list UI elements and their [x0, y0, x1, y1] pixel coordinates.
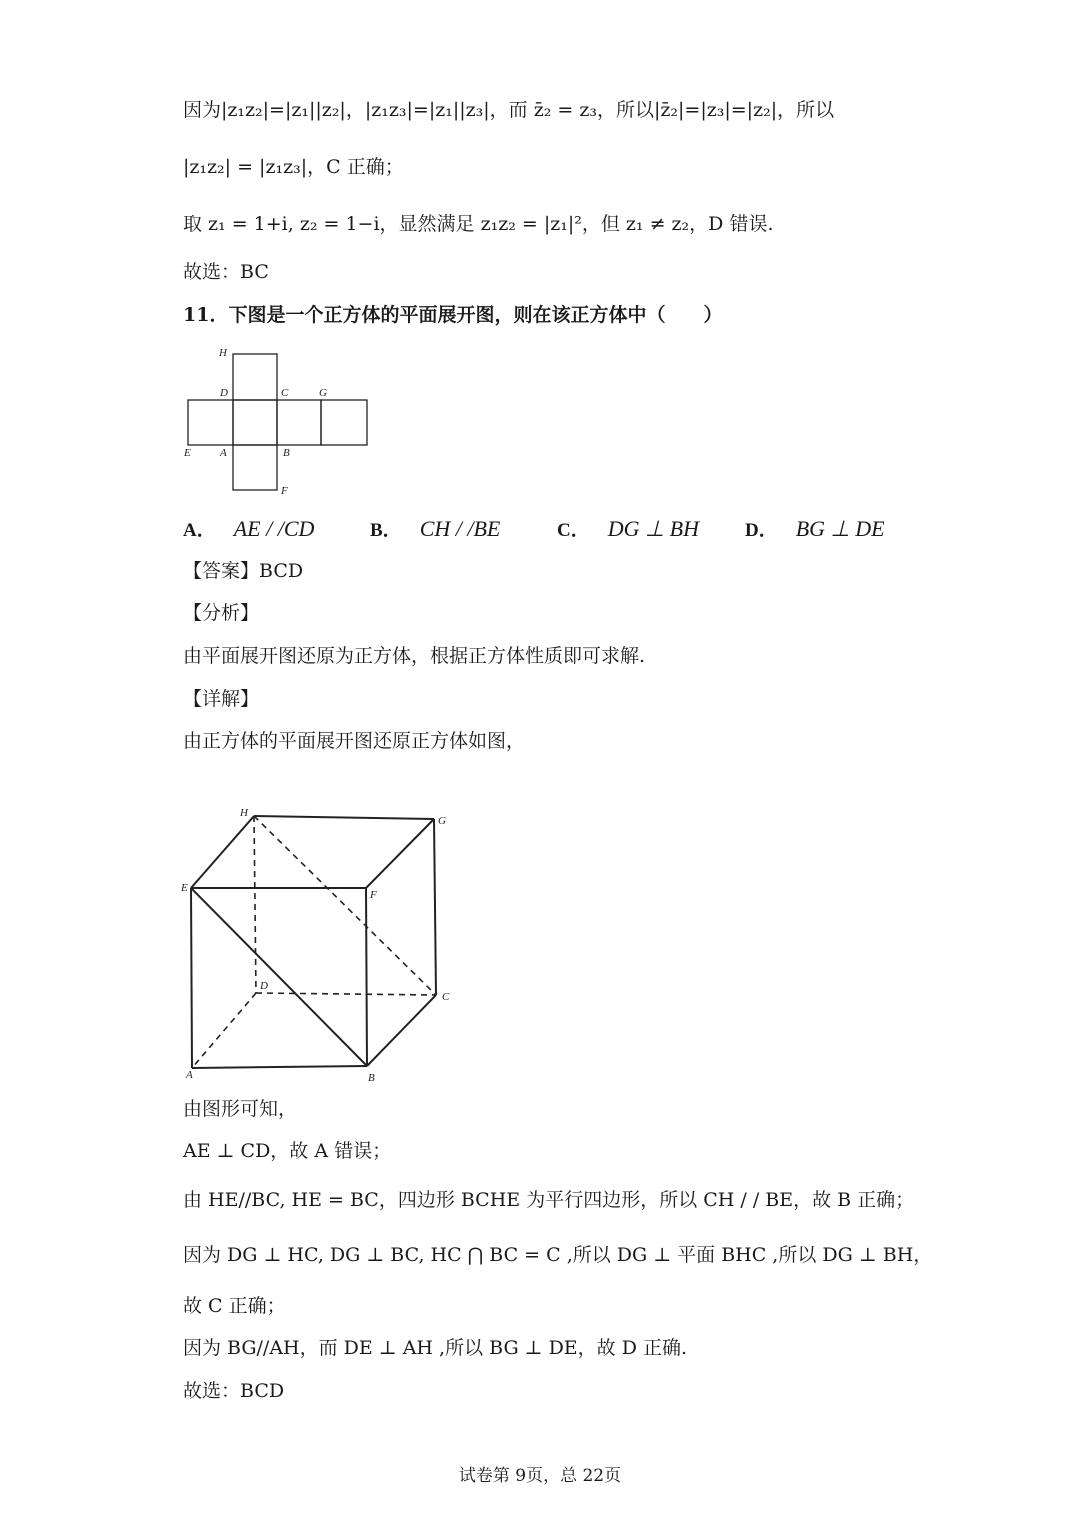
option-c-key: C．	[557, 520, 590, 541]
net-label-e: E	[184, 447, 191, 459]
cube-label-c: C	[442, 991, 450, 1003]
option-b-key: B．	[370, 520, 402, 541]
cube-label-e: E	[181, 882, 188, 894]
net-square-right1	[277, 400, 321, 445]
option-a-text: AE / /CD	[233, 516, 315, 541]
net-label-b: B	[283, 447, 290, 459]
option-a-key: A．	[183, 520, 216, 541]
cube-label-a: A	[186, 1069, 193, 1081]
detail-heading: 【详解】	[183, 688, 260, 710]
option-d-key: D．	[745, 520, 778, 541]
net-label-d: D	[220, 387, 228, 399]
question-11: 11．下图是一个正方体的平面展开图，则在该正方体中（ ）	[183, 304, 723, 326]
text-line-1: 因为|z₁z₂|=|z₁||z₂|，|z₁z₃|=|z₁||z₃|，而 z̄₂ = z₃，所以|z̄₂|=|z₃|=|z₂|，所以	[183, 99, 835, 121]
net-label-f: F	[281, 485, 288, 497]
cube-figure	[176, 800, 466, 1090]
detail-line-1: 由图形可知，	[183, 1098, 298, 1120]
net-label-g: G	[319, 387, 327, 399]
cube-label-f: F	[370, 889, 377, 901]
net-label-a: A	[220, 447, 227, 459]
net-label-c: C	[281, 387, 289, 399]
detail-line-2: AE ⊥ CD，故 A 错误；	[183, 1140, 392, 1162]
net-square-right2	[321, 400, 367, 445]
cube-net-figure	[180, 342, 380, 502]
option-b-text: CH / /BE	[419, 516, 501, 541]
text-line-3: 取 z₁ = 1+i, z₂ = 1−i，显然满足 z₁z₂ = |z₁|²，但 z₁ ≠ z₂，D 错误.	[183, 213, 774, 235]
option-c	[557, 515, 699, 542]
net-square-bottom	[233, 445, 277, 490]
cube-label-b: B	[368, 1072, 375, 1084]
analysis-heading: 【分析】	[183, 602, 260, 624]
cube-label-d: D	[260, 980, 268, 992]
net-square-center	[233, 400, 277, 445]
net-square-left	[188, 400, 233, 445]
net-square-top	[233, 354, 277, 400]
option-c-text: DG ⊥ BH	[607, 516, 699, 541]
page-footer: 试卷第 9页，总 22页	[458, 1466, 622, 1486]
option-d	[745, 515, 885, 542]
option-a	[183, 515, 314, 542]
detail-text: 由正方体的平面展开图还原正方体如图，	[183, 730, 526, 752]
analysis-text: 由平面展开图还原为正方体，根据正方体性质即可求解.	[183, 645, 646, 667]
text-line-2: |z₁z₂| = |z₁z₃|，C 正确；	[183, 156, 404, 178]
detail-line-6: 因为 BG//AH，而 DE ⊥ AH ,所以 BG ⊥ DE，故 D 正确.	[183, 1337, 688, 1359]
detail-line-3: 由 HE//BC, HE = BC，四边形 BCHE 为平行四边形，所以 CH / / BE，故 B 正确；	[183, 1189, 915, 1211]
detail-line-7: 故选：BCD	[183, 1380, 285, 1402]
answer-line: 【答案】BCD	[183, 560, 304, 582]
cube-label-g: G	[438, 815, 446, 827]
detail-line-5: 故 C 正确；	[183, 1295, 286, 1317]
cube-label-h: H	[240, 807, 248, 819]
option-d-text: BG ⊥ DE	[795, 516, 885, 541]
text-line-4: 故选：BC	[183, 261, 269, 283]
option-b	[370, 515, 500, 542]
detail-line-4: 因为 DG ⊥ HC, DG ⊥ BC, HC ⋂ BC = C ,所以 DG ⊥ 平面 BHC ,所以 DG ⊥ BH，	[183, 1244, 933, 1266]
net-label-h: H	[219, 347, 227, 359]
